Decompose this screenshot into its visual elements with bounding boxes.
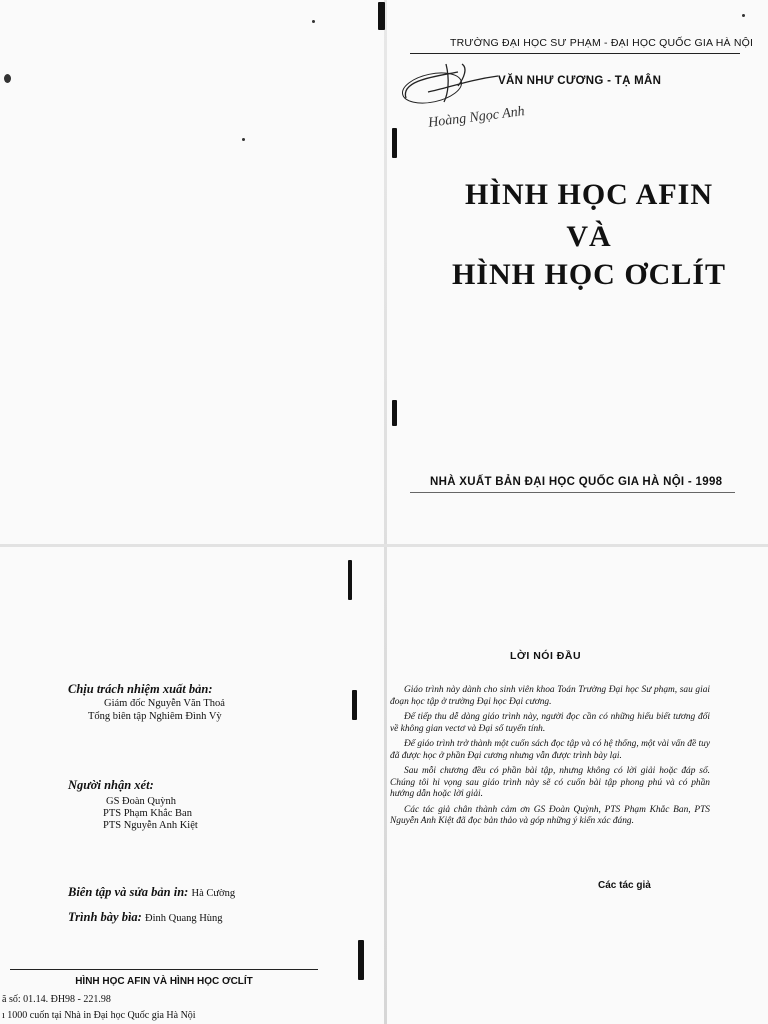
imprint-rule — [10, 969, 318, 970]
page-fold — [0, 544, 768, 547]
scan-speck — [242, 138, 245, 141]
publisher-line: NHÀ XUẤT BẢN ĐẠI HỌC QUỐC GIA HÀ NỘI - 1998 — [430, 476, 723, 488]
imprint-title: HÌNH HỌC AFIN VÀ HÌNH HỌC ƠCLÍT — [75, 976, 253, 987]
book-title-line-1: HÌNH HỌC AFIN — [464, 178, 714, 211]
book-title-line-2: VÀ — [566, 220, 612, 253]
reviewers-label: Người nhận xét: — [68, 778, 154, 792]
reviewer-1: GS Đoàn Quỳnh — [106, 796, 176, 807]
scan-mark — [352, 690, 357, 720]
scan-mark — [392, 400, 397, 426]
scan-mark — [348, 560, 352, 600]
scan-speck — [742, 14, 745, 17]
page-gutter — [384, 0, 387, 1024]
preface-paragraph: Giáo trình này dành cho sinh viên khoa Toán Trường Đại học Sư phạm, sau giai đoạn học tập ở trường Đại học Đại cương. — [390, 685, 710, 707]
publisher-rule — [410, 492, 735, 493]
cover-design-name: Đinh Quang Hùng — [144, 913, 223, 924]
preface-title: LỜI NÓI ĐẦU — [510, 650, 582, 662]
preface-paragraph: Sau mỗi chương đều có phần bài tập, nhưng không có lời giải hoặc đáp số. Chúng tôi hi vọng sau giáo trình này sẽ có cuốn bài tập phong phú và có phần hướng dẫn hoặc lời giải. — [390, 766, 710, 799]
responsible-label: Chịu trách nhiệm xuất bản: — [68, 682, 213, 696]
preface-paragraph: Để tiếp thu dễ dàng giáo trình này, người đọc cần có những hiểu biết tương đối về không gian vectơ và Đại số tuyến tính. — [390, 712, 710, 734]
scan-speck — [4, 74, 11, 83]
imprint-code: ã số: 01.14. ĐH98 - 221.98 — [2, 994, 111, 1005]
university-rule — [410, 53, 740, 54]
university-line: TRƯỜNG ĐẠI HỌC SƯ PHẠM - ĐẠI HỌC QUỐC GIA HÀ NỘI — [450, 37, 754, 49]
preface-signature: Các tác giả — [598, 880, 651, 891]
proofreading-label: Biên tập và sửa bản in: — [68, 885, 189, 899]
authors: VĂN NHƯ CƯƠNG - TẠ MÂN — [498, 75, 662, 87]
author-signature — [398, 58, 503, 110]
scan-mark — [378, 2, 385, 30]
handwritten-note: Hoàng Ngọc Anh — [427, 104, 526, 131]
imprint-print: ı 1000 cuốn tại Nhà in Đại học Quốc gia Hà Nội — [2, 1010, 196, 1021]
preface-paragraph: Để giáo trình trở thành một cuốn sách đọc tập và có hệ thống, một vài vấn đề tuy đã được học ở phần Đại cương nhưng vẫn được trình bày lại. — [390, 739, 710, 761]
scan-mark — [358, 940, 364, 980]
reviewer-3: PTS Nguyễn Anh Kiệt — [103, 820, 198, 831]
book-title-line-3: HÌNH HỌC ƠCLÍT — [451, 258, 727, 291]
cover-design-label: Trình bày bìa: — [68, 910, 142, 924]
scan-mark — [392, 128, 397, 158]
director-line: Giám đốc Nguyễn Văn Thoả — [104, 698, 225, 709]
editor-in-chief-line: Tổng biên tập Nghiêm Đình Vỳ — [88, 711, 222, 722]
preface-body — [390, 685, 710, 832]
reviewer-2: PTS Phạm Khắc Ban — [103, 808, 192, 819]
scan-speck — [312, 20, 315, 23]
proofreading-credit — [68, 885, 235, 900]
cover-design-credit — [68, 910, 223, 925]
preface-paragraph: Các tác giả chân thành cảm ơn GS Đoàn Quỳnh, PTS Phạm Khắc Ban, PTS Nguyễn Anh Kiệt đã đọc bản thảo và góp những ý kiến xác đáng. — [390, 804, 710, 826]
proofreading-name: Hà Cường — [191, 888, 236, 899]
